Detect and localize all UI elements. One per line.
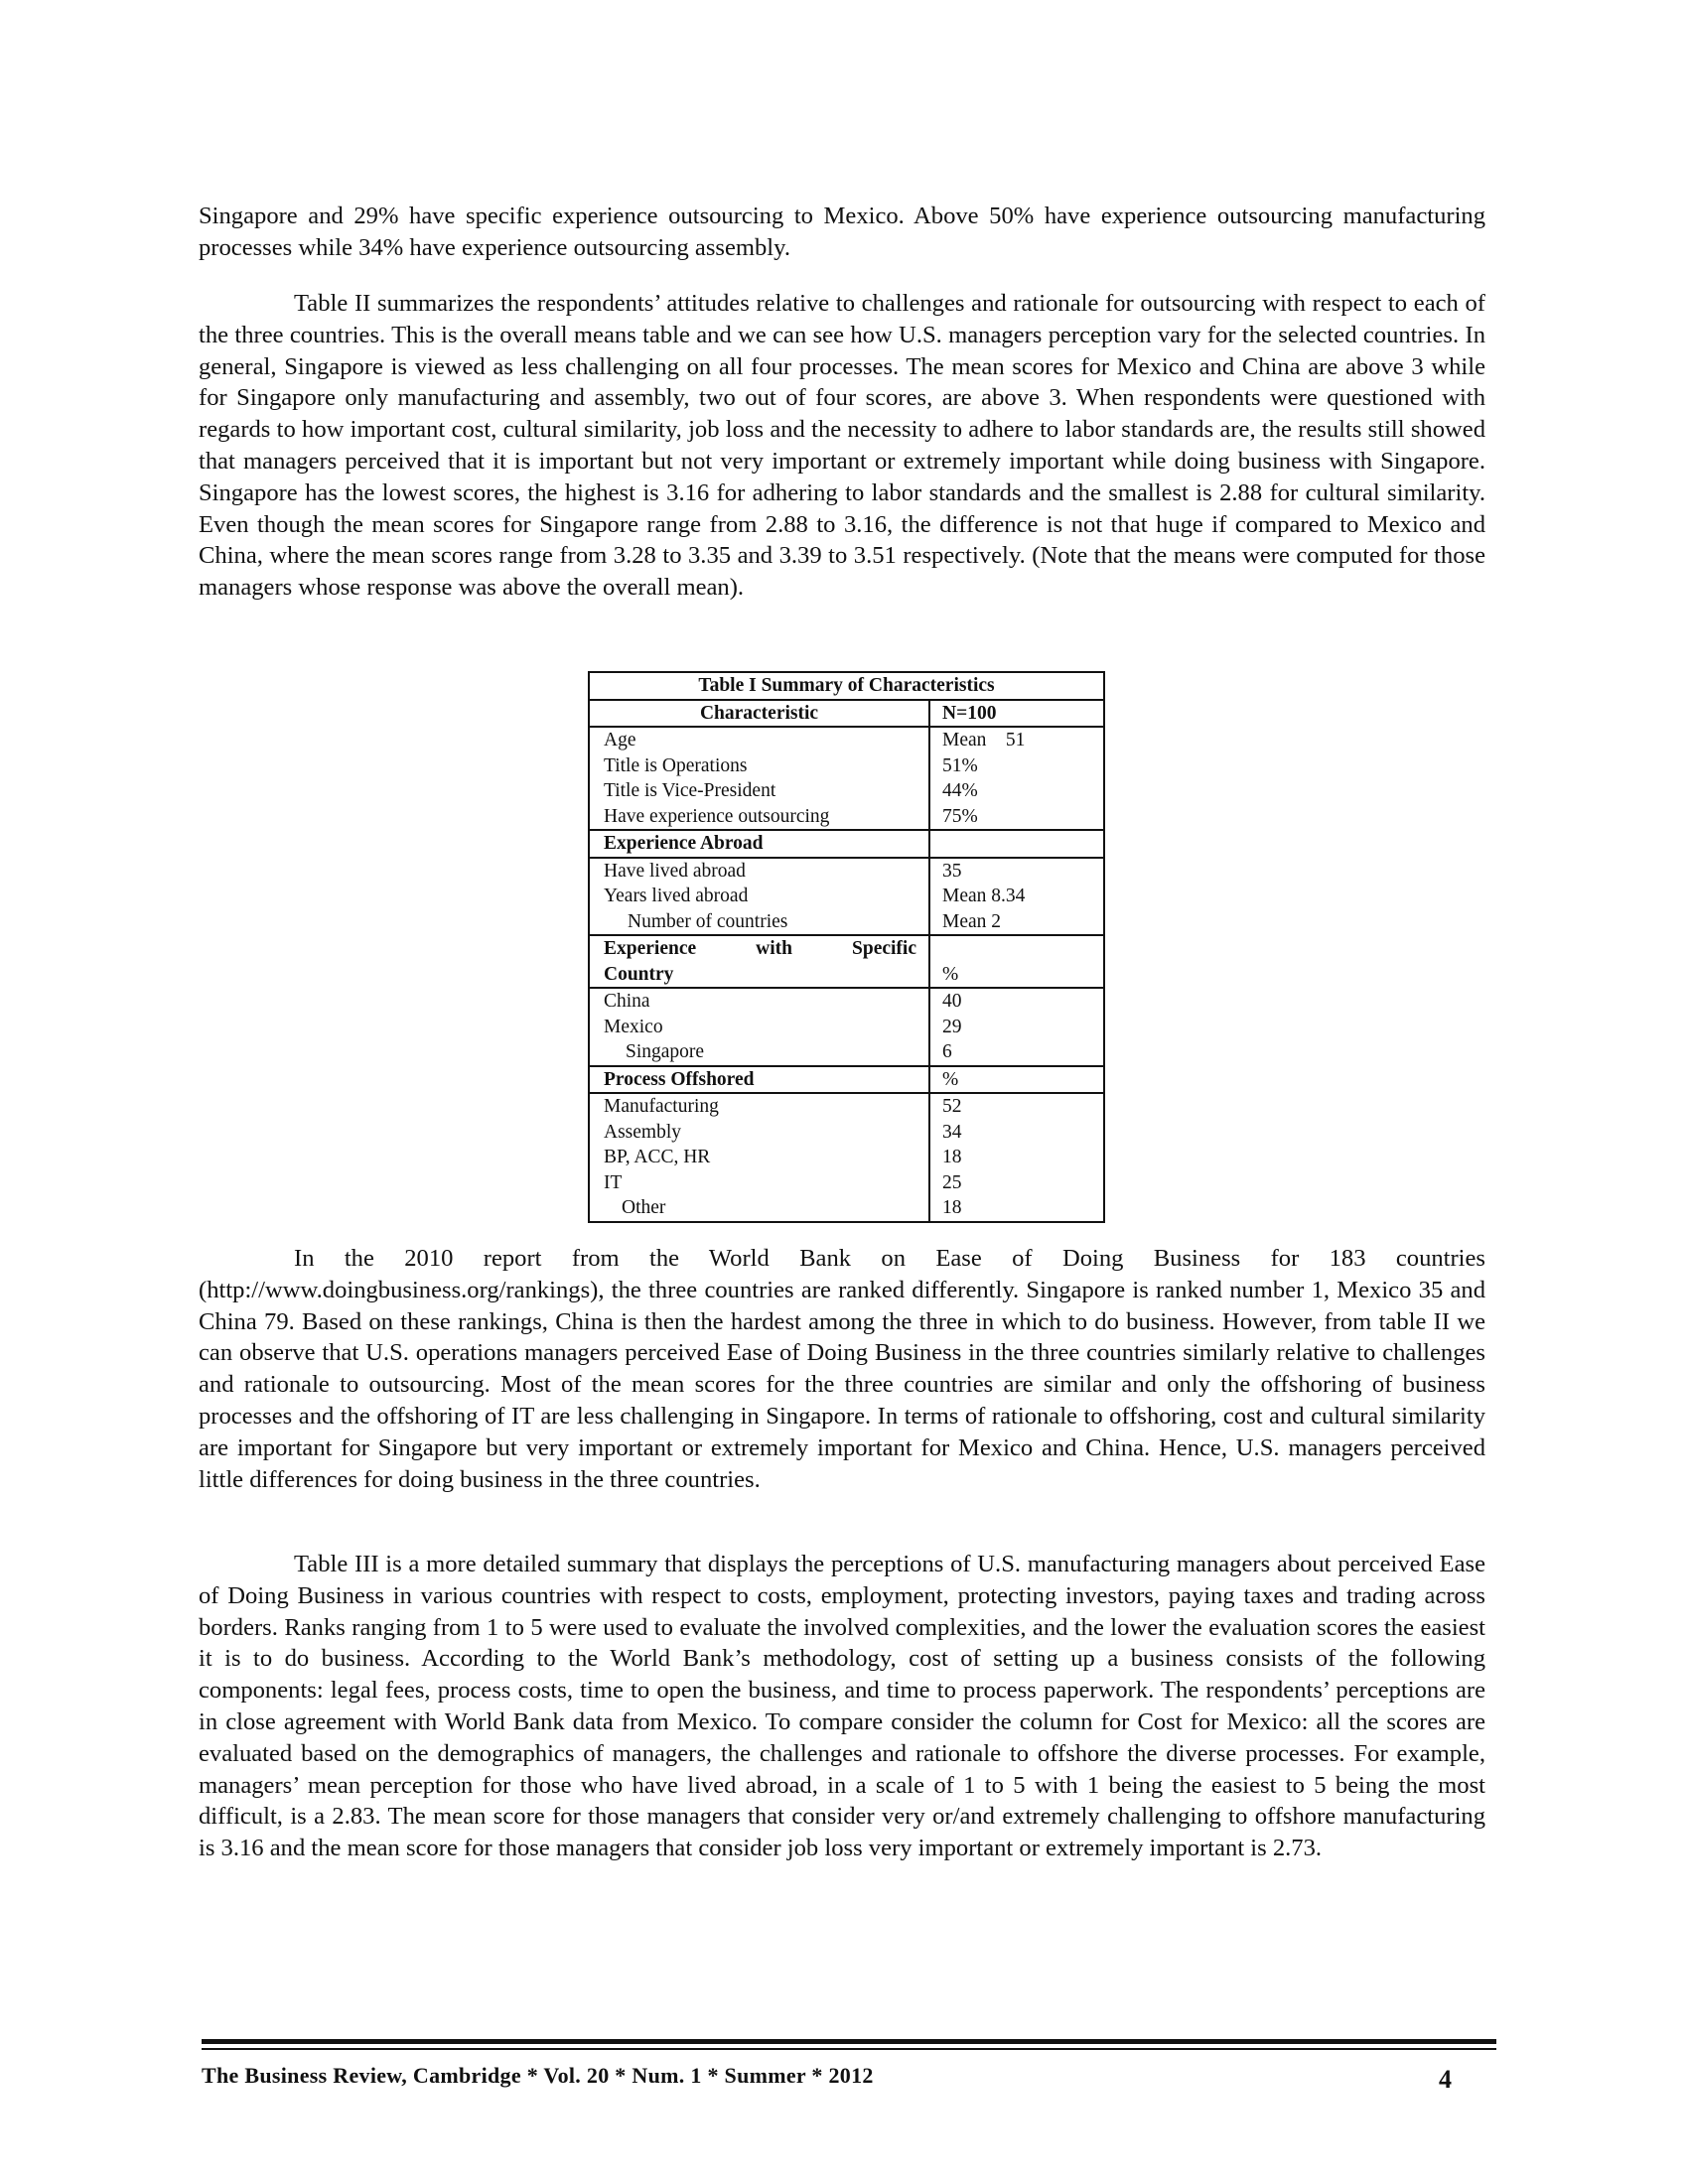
table-row: [589, 727, 1104, 753]
table-row: [589, 804, 1104, 831]
section-label: Experience Abroad: [589, 830, 929, 858]
table-row: [589, 1195, 1104, 1222]
table-section-row: [589, 830, 1104, 858]
footer-rule-thin: [202, 2048, 1496, 2050]
row-label: IT: [589, 1170, 929, 1196]
section-value: [929, 935, 1104, 988]
table-row: [589, 1015, 1104, 1040]
table-section-row: [589, 935, 1104, 988]
section-label: Process Offshored: [589, 1066, 929, 1094]
row-value: 35: [942, 860, 962, 882]
percent-sign: %: [942, 963, 959, 985]
row-label: Assembly: [589, 1120, 929, 1146]
paragraph-4: Table III is a more detailed summary that displays the perceptions of U.S. manufacturing managers about perceived Ease of Doing Business in various countries with respect to costs, employment, protecting investors, paying taxes and trading across borders. Ranks ranging from 1 to 5 were used to evaluate the involved complexities, and the lower the evaluation scores the easiest it is to do business. According to the World Bank’s methodology, cost of setting up a business consists of the following components: legal fees, process costs, time to open the business, and time to process paperwork. The respondents’ perceptions are in close agreement with World Bank data from Mexico. To compare consider the column for Cost for Mexico: all the scores are evaluated based on the demographics of managers, the challenges and rationale to offshore the diverse processes. For example, managers’ mean perception for those who have lived abroad, in a scale of 1 to 5 with 1 being the easiest to 5 being the most difficult, is a 2.83. The mean score for those managers that consider very or/and extremely challenging to offshore manufacturing is 3.16 and the mean score for those managers that consider job loss very important or extremely important is 2.73.: [199, 1551, 1485, 1862]
row-value: 6: [942, 1041, 952, 1062]
table-header-n: N=100: [929, 700, 1104, 728]
table-row: [589, 1039, 1104, 1066]
row-label: Years lived abroad: [589, 884, 929, 909]
section-word: Specific: [852, 938, 916, 959]
row-value: 52: [942, 1096, 962, 1117]
section-label-line: Country: [604, 963, 674, 985]
row-label: Singapore: [589, 1039, 929, 1066]
mean-label: Mean: [942, 730, 987, 751]
table-row: [589, 753, 1104, 779]
row-label: Other: [589, 1195, 929, 1222]
table-row: [589, 1170, 1104, 1196]
paragraph-3: In the 2010 report from the World Bank on Ease of Doing Business for 183 countries (http://www.doingbusiness.org/rankings), the three countries are ranked differently. Singapore is ranked number 1, Mexico 35 and China 79. Based on these rankings, China is then the hardest among the three in which to do business. However, from table II we can observe that U.S. operations managers perceived Ease of Doing Business in the three countries similarly relative to challenges and rationale to outsourcing. Most of the mean scores for the three countries are similar and only the offshoring of business processes and the offshoring of IT are less challenging in Singapore. In terms of rationale to offshoring, cost and cultural similarity are important for Singapore but very important or extremely important for Mexico and China. Hence, U.S. managers perceived little differences for doing business in the three countries.: [199, 1245, 1485, 1493]
row-value: 18: [942, 1197, 962, 1218]
table-section-row: [589, 1066, 1104, 1094]
row-value: 44%: [942, 780, 978, 801]
row-value: 75%: [942, 805, 978, 827]
journal-footer: The Business Review, Cambridge * Vol. 20 * Num. 1 * Summer * 2012: [202, 2063, 874, 2088]
table-row: [589, 858, 1104, 885]
row-value: 29: [942, 1016, 962, 1037]
table-caption: Table I Summary of Characteristics: [589, 672, 1104, 700]
row-label: Title is Operations: [589, 753, 929, 779]
row-label: Title is Vice-President: [589, 778, 929, 804]
row-value: 34: [942, 1121, 962, 1143]
row-value: [929, 727, 1104, 753]
row-value: 18: [942, 1147, 962, 1167]
section-word: Experience: [604, 938, 697, 959]
table-row: [589, 778, 1104, 804]
paragraph-2: Table II summarizes the respondents’ attitudes relative to challenges and rationale for outsourcing with respect to each of the three countries. This is the overall means table and we can see how U.S. managers perception vary for the selected countries. In general, Singapore is viewed as less challenging on all four processes. The mean scores for Mexico and China are above 3 while for Singapore only manufacturing and assembly, two out of four scores, are above 3. When respondents were questioned with regards to how important cost, cultural similarity, job loss and the necessity to adhere to labor standards are, the results still showed that managers perceived that it is important but not very important or extremely important while doing business with Singapore. Singapore has the lowest scores, the highest is 3.16 for adhering to labor standards and the smallest is 2.88 for cultural similarity. Even though the mean scores for Singapore range from 2.88 to 3.16, the difference is not that huge if compared to Mexico and China, where the mean scores range from 3.28 to 3.35 and 3.39 to 3.51 respectively. (Note that the means were computed for those managers whose response was above the overall mean).: [199, 290, 1485, 602]
paragraph-1: Singapore and 29% have specific experience outsourcing to Mexico. Above 50% have experience outsourcing manufacturing processes while 34% have experience outsourcing assembly.: [199, 203, 1485, 261]
section-value: [929, 830, 1104, 858]
row-label: China: [589, 988, 929, 1015]
page-number: 4: [1439, 2065, 1452, 2094]
row-label: BP, ACC, HR: [589, 1145, 929, 1170]
table-row: [589, 909, 1104, 936]
section-word: with: [756, 938, 792, 959]
row-label: Manufacturing: [589, 1093, 929, 1120]
section-label: [589, 935, 929, 988]
table-row: [589, 1093, 1104, 1120]
section-label-line: [604, 936, 928, 962]
row-label: Mexico: [589, 1015, 929, 1040]
row-label: Have experience outsourcing: [589, 804, 929, 831]
row-label: Number of countries: [589, 909, 929, 936]
section-value: %: [929, 1066, 1104, 1094]
mean-value: 51: [1005, 730, 1026, 751]
table-row: [589, 988, 1104, 1015]
row-value: Mean 8.34: [942, 886, 1026, 906]
row-value: 51%: [942, 754, 978, 776]
table-row: [589, 1120, 1104, 1146]
table-row: [589, 884, 1104, 909]
row-label: Have lived abroad: [589, 858, 929, 885]
row-value: Mean 2: [942, 910, 1002, 932]
table-header-characteristic: Characteristic: [589, 700, 929, 728]
table-row: [589, 1145, 1104, 1170]
row-value: 25: [942, 1171, 962, 1193]
summary-table: [588, 671, 1105, 1223]
row-value: 40: [942, 991, 962, 1012]
footer-rule-thick: [202, 2039, 1496, 2044]
row-label: Age: [589, 727, 929, 753]
